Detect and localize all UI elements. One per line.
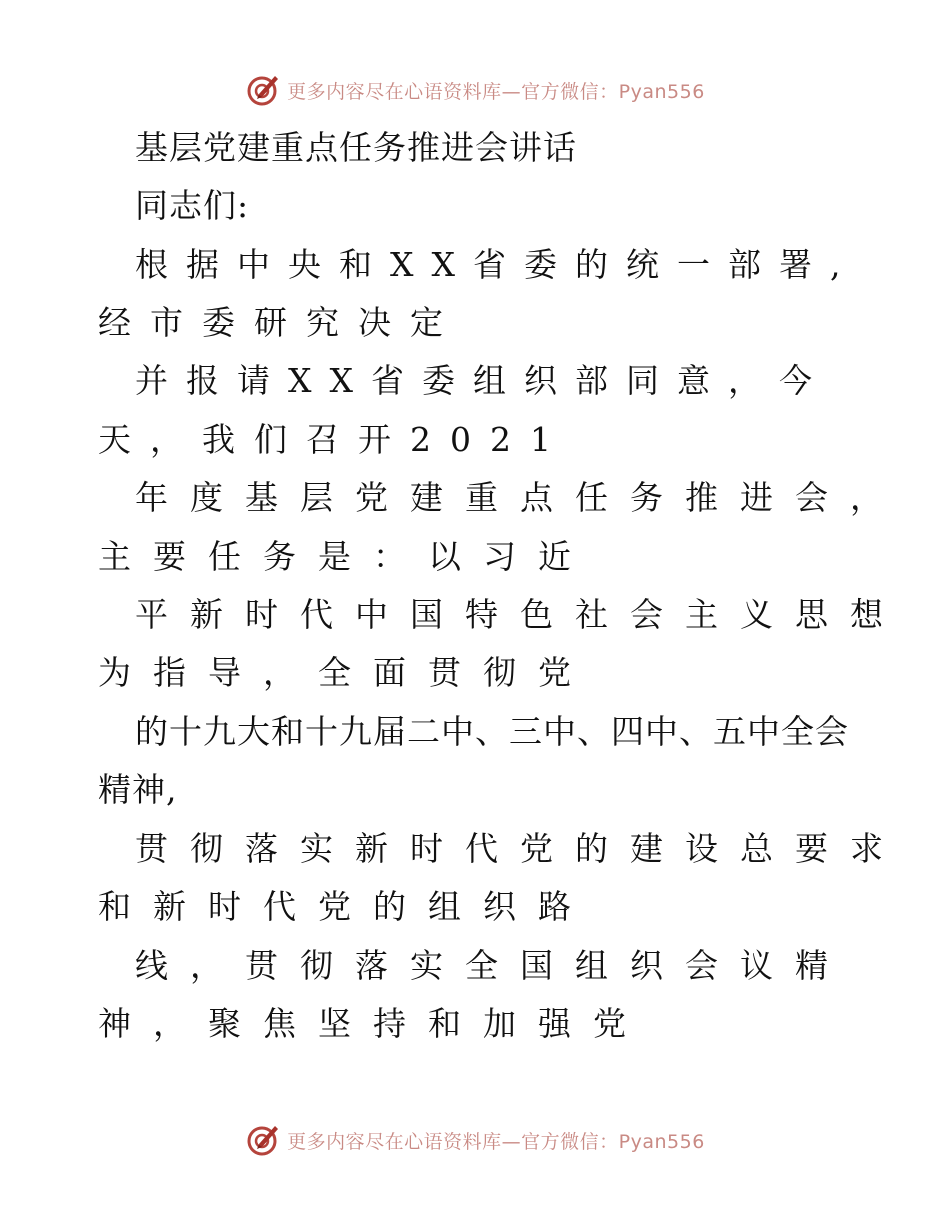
paragraph-line: 为指导，全面贯彻党 — [98, 653, 593, 692]
paragraph-line: 贯彻落实新时代党的建设总要求 — [135, 829, 905, 868]
paragraph-line: 年度基层党建重点任务推进会， — [135, 478, 905, 517]
paragraph-line: 天，我们召开2021 — [98, 420, 570, 459]
pen-circle-icon — [245, 1122, 281, 1158]
paragraph-line: 根据中央和XX省委的统一部署, — [135, 245, 859, 284]
paragraph-line: 神，聚焦坚持和加强党 — [98, 1004, 648, 1043]
pen-circle-icon — [245, 72, 281, 108]
paragraph-line: 线，贯彻落实全国组织会议精 — [135, 946, 850, 985]
watermark-footer — [0, 1122, 950, 1158]
watermark-text: 更多内容尽在心语资料库—官方微信：Pyan556 — [287, 80, 705, 103]
paragraph-line: 平新时代中国特色社会主义思想 — [135, 595, 905, 634]
salutation: 同志们: — [135, 186, 250, 225]
paragraph-line: 主要任务是：以习近 — [98, 537, 593, 576]
document-title: 基层党建重点任务推进会讲话 — [135, 128, 577, 167]
paragraph-line: 的十九大和十九届二中、三中、四中、五中全会 — [135, 712, 849, 751]
paragraph-line: 精神, — [98, 770, 178, 809]
paragraph-line: 和新时代党的组织路 — [98, 887, 593, 926]
watermark-text: 更多内容尽在心语资料库—官方微信：Pyan556 — [287, 1130, 705, 1153]
watermark-header — [0, 72, 950, 108]
paragraph-line: 并报请XX省委组织部同意，今 — [135, 361, 830, 400]
paragraph-line: 经市委研究决定 — [98, 303, 462, 342]
